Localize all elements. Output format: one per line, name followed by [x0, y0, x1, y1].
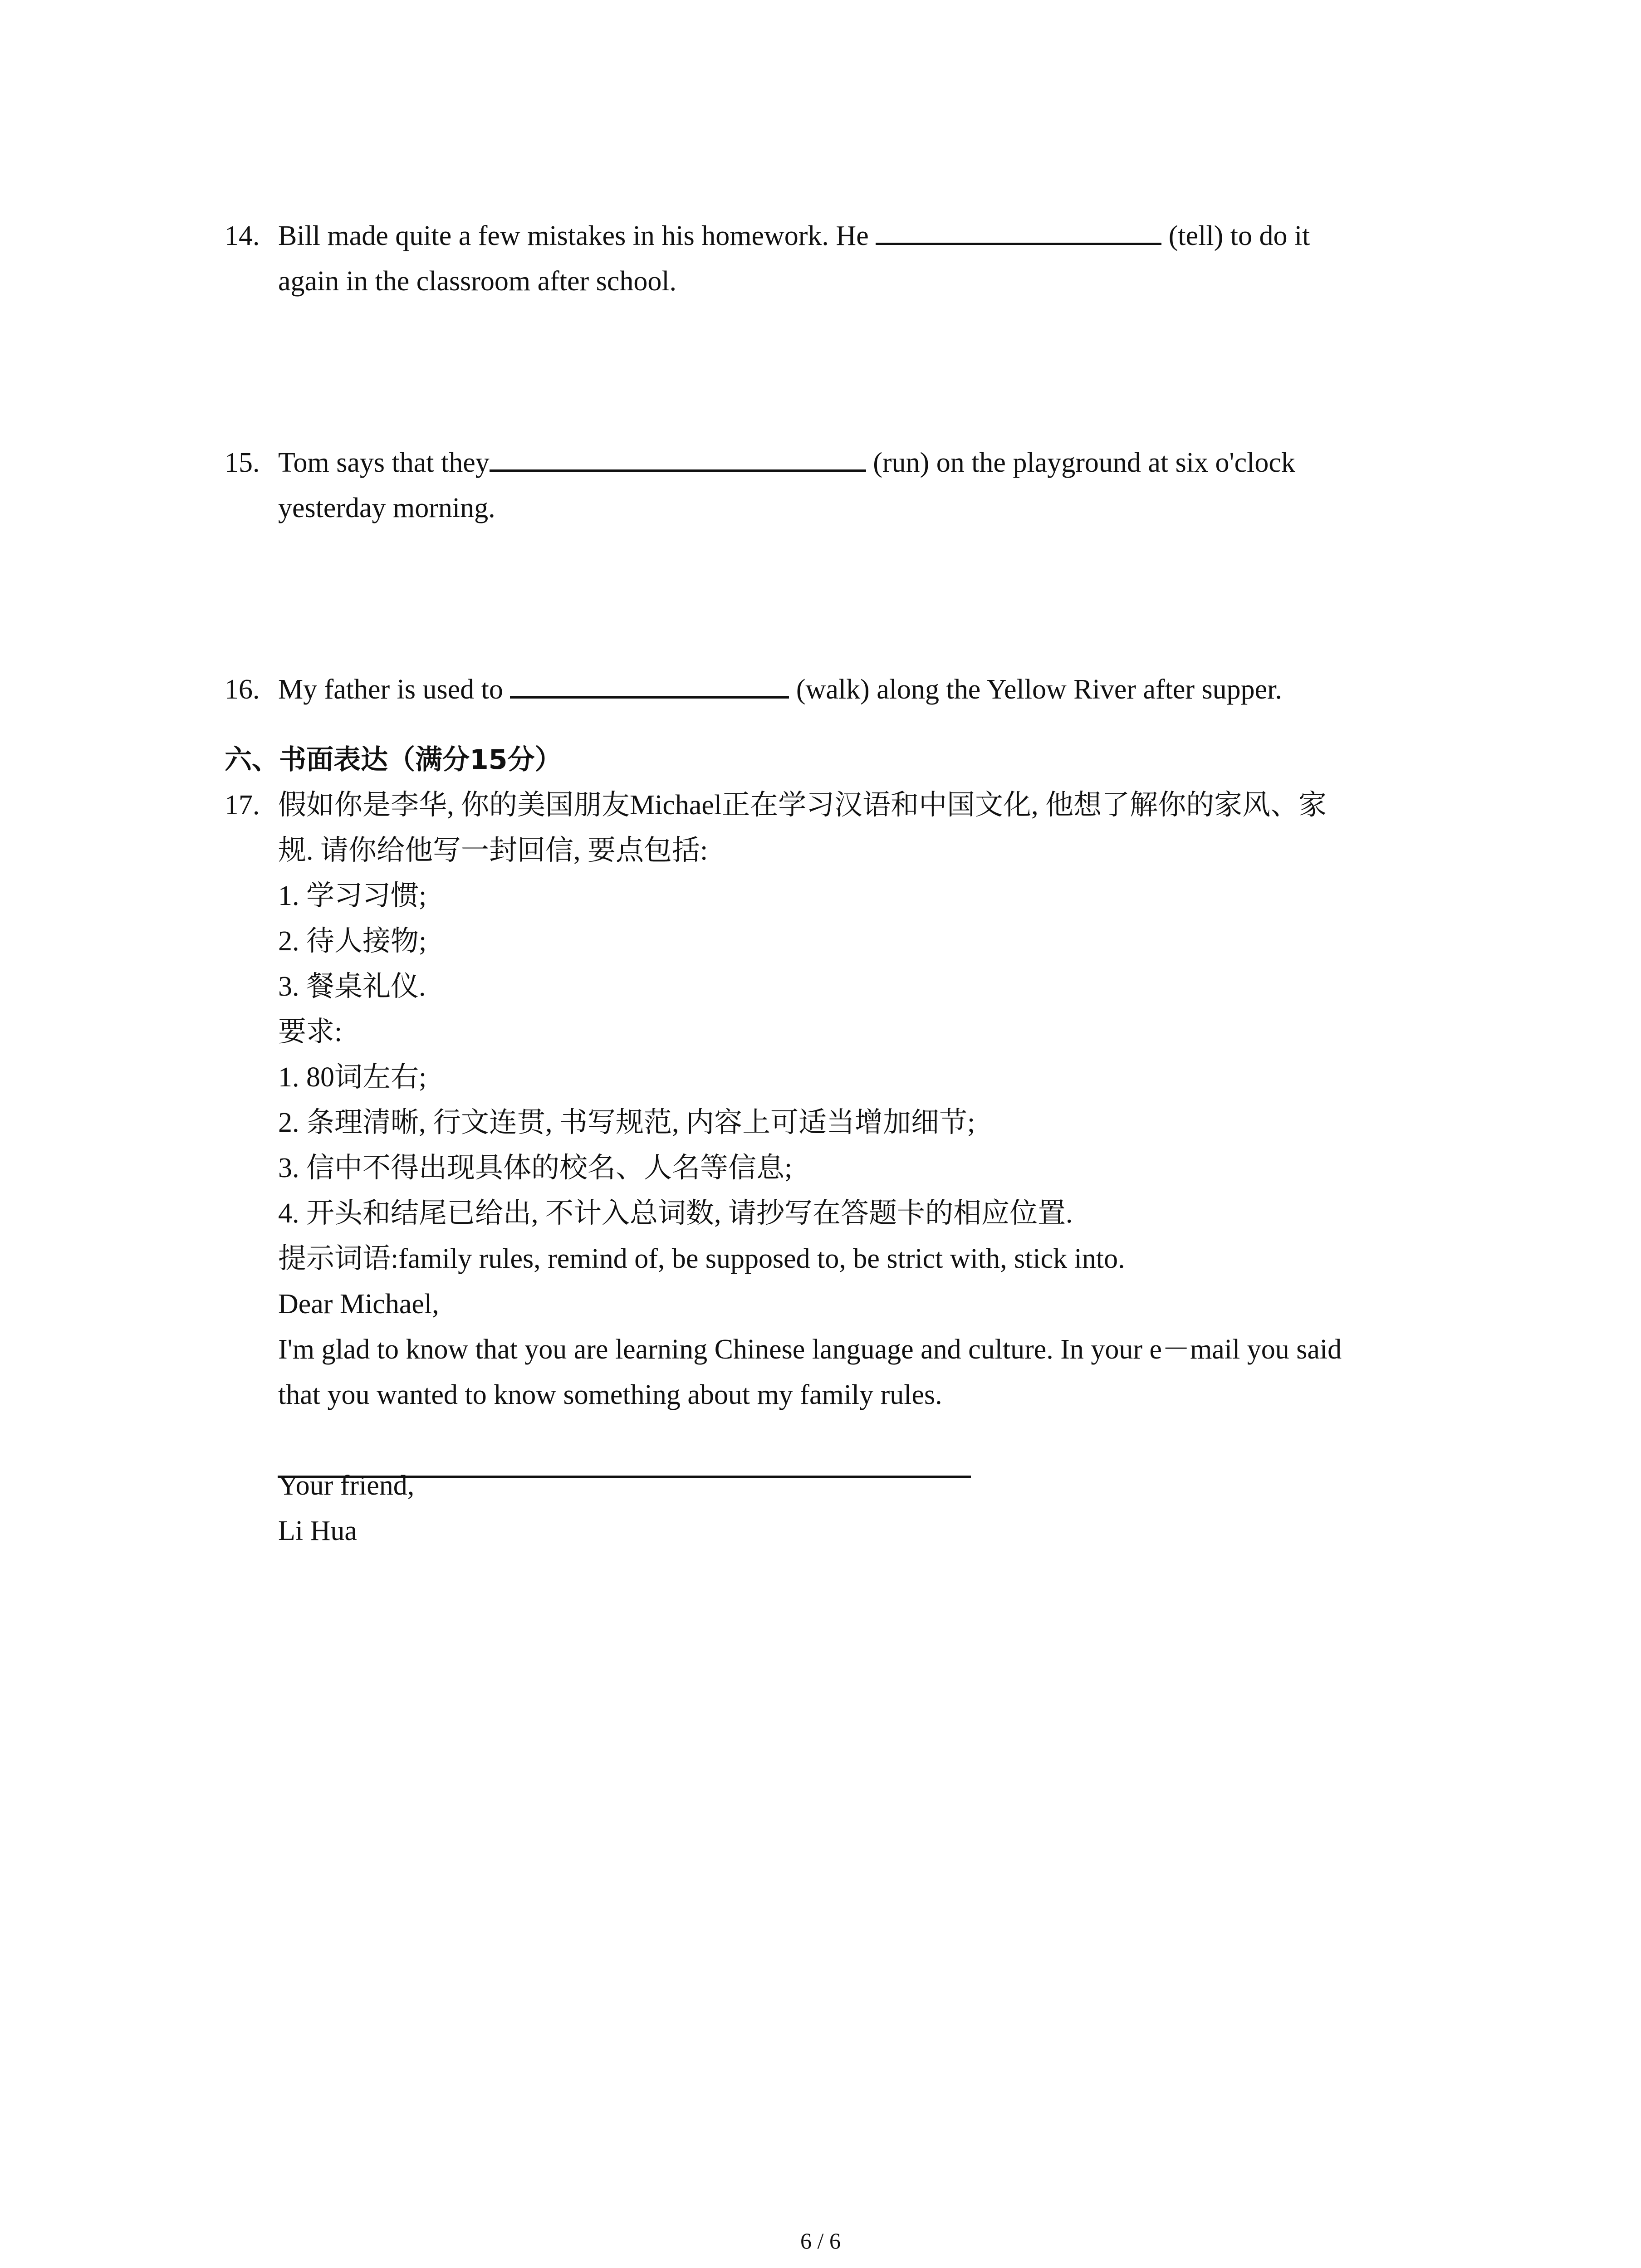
question-text: Bill made quite a few mistakes in his homework. He	[278, 220, 876, 251]
question-number: 14.	[225, 220, 260, 251]
letter-signature: Li Hua	[278, 1515, 357, 1546]
letter-opening: I'm glad to know that you are learning Chinese language and culture. In your e－mail you said	[278, 1334, 1342, 1365]
question-number: 17.	[225, 790, 260, 821]
question-text: My father is used to	[278, 674, 510, 705]
answer-blank[interactable]	[510, 668, 789, 699]
question-hint: (walk) along the Yellow River after supper.	[789, 674, 1282, 705]
letter-closing: Your friend,	[278, 1470, 415, 1501]
question-number: 16.	[225, 674, 260, 705]
page-number: 6 / 6	[800, 2228, 841, 2253]
answer-line-space	[278, 1418, 1449, 1463]
section-heading: 六、书面表达（满分15分）	[225, 744, 562, 776]
letter-greeting: Dear Michael,	[278, 1289, 439, 1320]
question-continuation: yesterday morning.	[278, 493, 495, 523]
question-hint: (run) on the playground at six o'clock	[866, 447, 1295, 478]
answer-blank[interactable]	[490, 441, 866, 472]
letter-opening: that you wanted to know something about my family rules.	[278, 1379, 942, 1410]
prompt-line: 规. 请你给他写一封回信, 要点包括:	[278, 835, 708, 866]
prompt-line: 假如你是李华, 你的美国朋友Michael正在学习汉语和中国文化, 他想了解你的家风、家	[278, 790, 1327, 821]
hint-words: 提示词语:family rules, remind of, be supposed to, be strict with, stick into.	[278, 1243, 1125, 1274]
requirements-label: 要求:	[278, 1017, 343, 1047]
question-number: 15.	[225, 447, 260, 478]
answer-blank[interactable]	[876, 215, 1161, 245]
prompt-point: 3. 餐桌礼仪.	[278, 971, 426, 1002]
requirement-item: 2. 条理清晰, 行文连贯, 书写规范, 内容上可适当增加细节;	[278, 1107, 975, 1138]
question-continuation: again in the classroom after school.	[278, 266, 677, 297]
requirement-item: 3. 信中不得出现具体的校名、人名等信息;	[278, 1153, 793, 1183]
question-text: Tom says that they	[278, 447, 490, 478]
answer-line[interactable]	[278, 1476, 971, 1478]
prompt-point: 2. 待人接物;	[278, 926, 427, 957]
question-hint: (tell) to do it	[1161, 220, 1310, 251]
requirement-item: 1. 80词左右;	[278, 1062, 427, 1093]
prompt-point: 1. 学习习惯;	[278, 880, 427, 911]
requirement-item: 4. 开头和结尾已给出, 不计入总词数, 请抄写在答题卡的相应位置.	[278, 1198, 1073, 1229]
